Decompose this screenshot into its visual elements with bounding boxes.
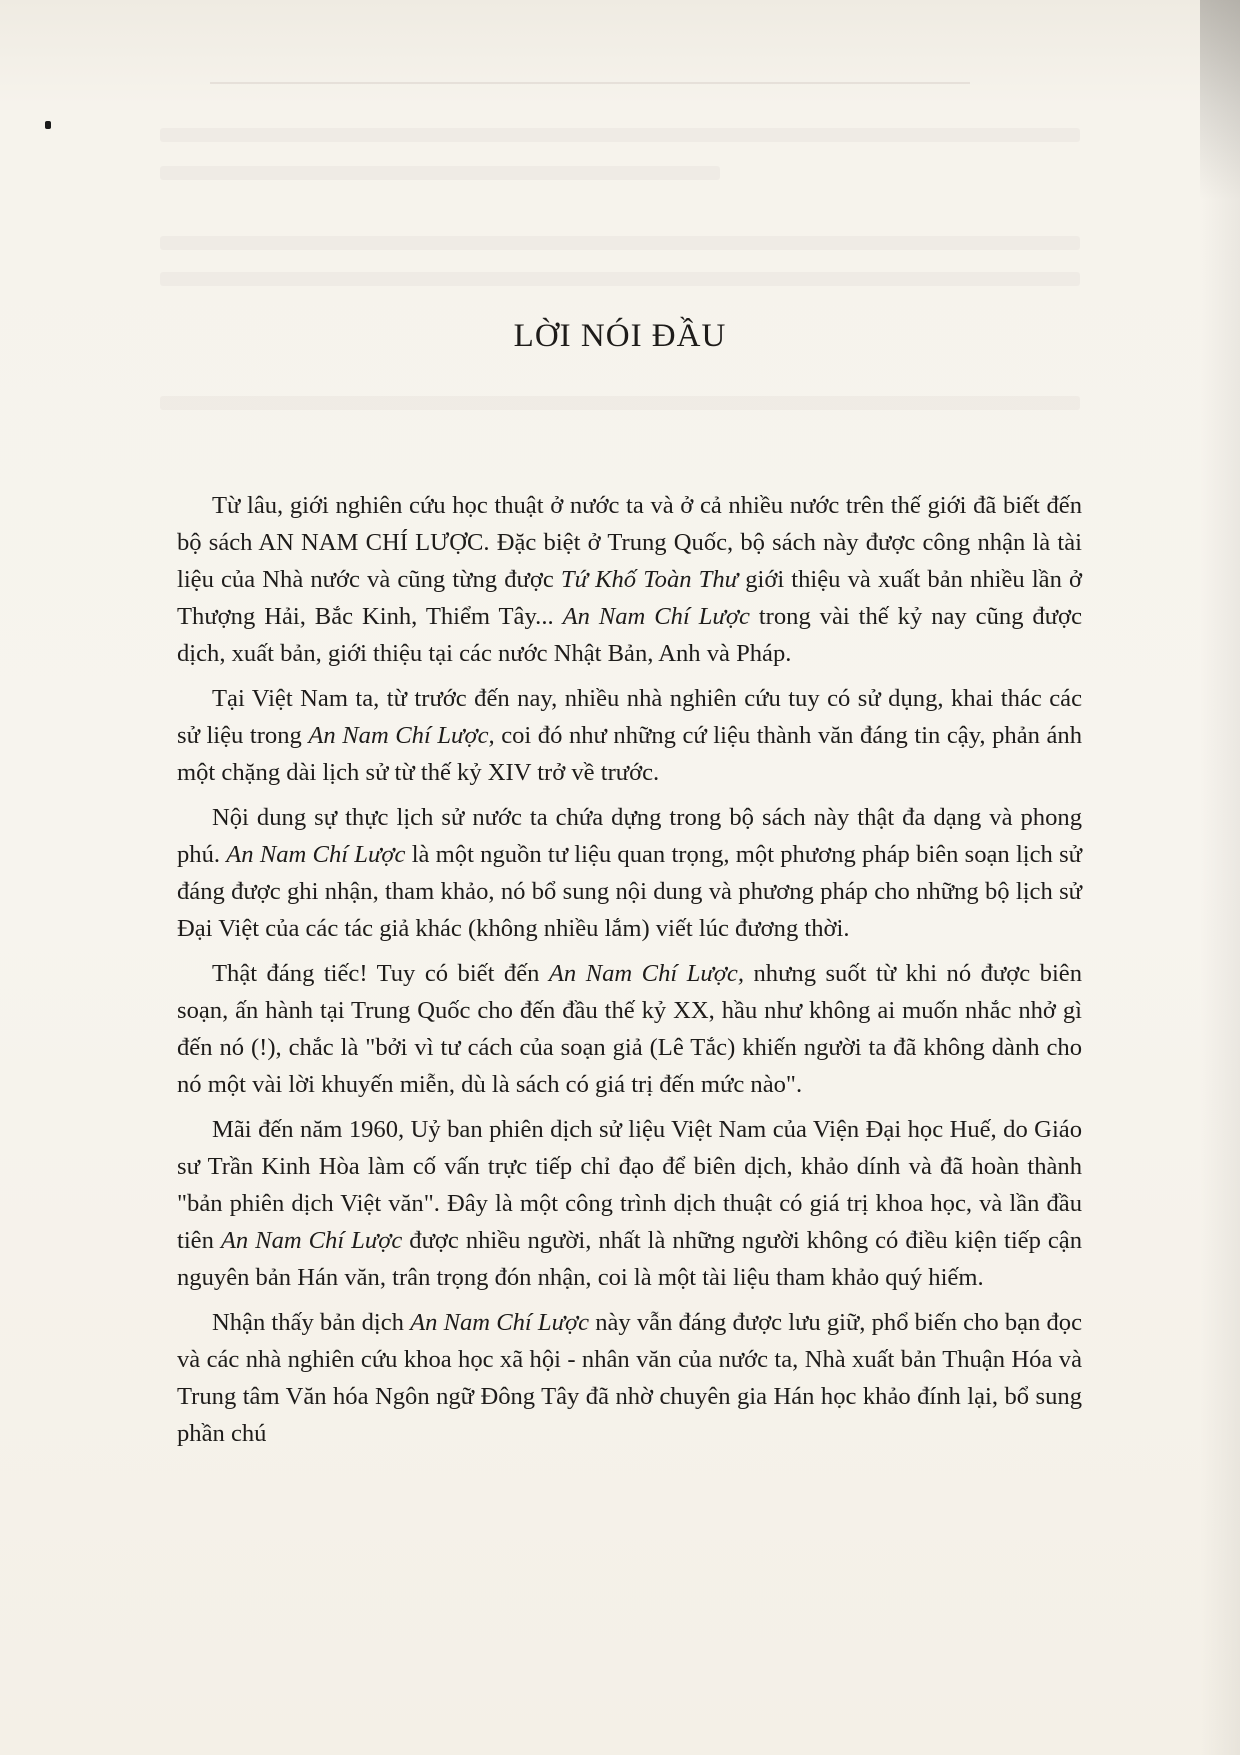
bleed-through-rule <box>210 82 970 84</box>
bleed-through-text <box>160 272 1080 286</box>
italic-title-text: An Nam Chí Lược <box>410 1309 590 1336</box>
bleed-through-text <box>160 128 1080 142</box>
italic-title-text: Tứ Khố Toàn Thư <box>560 566 739 593</box>
italic-title-text: An Nam Chí Lược <box>220 1227 403 1254</box>
paragraph-text: giới thiệu và xuất bản nhiều lần ở Thượng Hải, Bắc Kinh, Thiểm Tây... <box>177 566 1083 630</box>
paragraph-text: trong vài thế kỷ nay cũng được dịch, xuất bản, giới thiệu tại các nước Nhật Bản, Anh và Pháp. <box>177 603 1082 667</box>
paragraph-text: Tại Việt Nam ta, từ trước đến nay, nhiều nhà nghiên cứu tuy có sử dụng, khai thác các sử liệu trong <box>177 685 1082 749</box>
paragraph-text: nhưng suốt từ khi nó được biên soạn, ấn hành tại Trung Quốc cho đến đầu thế kỷ XX, hầu như không ai muốn nhắc nhở gì đến nó (!), chắc là "bởi vì tư cách của soạn giả (Lê Tắc) khiến người ta đã không dành cho nó một vài lời khuyến miễn, dù là sách có giá trị đến mức nào". <box>177 960 1082 1098</box>
paragraph <box>177 799 1082 947</box>
bleed-through-text <box>160 236 1080 250</box>
bleed-through-text <box>160 166 720 180</box>
page-edge-shadow <box>1200 0 1240 1755</box>
paragraph <box>177 1304 1082 1452</box>
body-text <box>177 487 1082 1460</box>
italic-title-text: An Nam Chí Lược <box>226 841 406 868</box>
paragraph-text: Từ lâu, giới nghiên cứu học thuật ở nước ta và ở cả nhiều nước trên thế giới đã biết đến bộ sách AN NAM CHÍ LƯỢC. Đặc biệt ở Trung Quốc, bộ sách này được công nhận là tài liệu của Nhà nước và cũng từng được <box>177 492 1082 593</box>
paragraph <box>177 955 1082 1103</box>
paragraph-text: Nhận thấy bản dịch <box>212 1309 411 1336</box>
italic-title-text: An Nam Chí Lược <box>562 603 750 630</box>
paragraph <box>177 1111 1082 1296</box>
ink-speck <box>45 121 51 129</box>
paragraph <box>177 680 1082 791</box>
paragraph-text: Nội dung sự thực lịch sử nước ta chứa dựng trong bộ sách này thật đa dạng và phong phú. <box>177 804 1082 868</box>
paragraph-text: coi đó như những cứ liệu thành văn đáng tin cậy, phản ánh một chặng dài lịch sử từ thế kỷ XIV trở về trước. <box>177 722 1082 786</box>
italic-title-text: An Nam Chí Lược, <box>308 722 495 749</box>
page-corner-shadow <box>1200 0 1240 200</box>
paragraph-text: là một nguồn tư liệu quan trọng, một phương pháp biên soạn lịch sử đáng được ghi nhận, tham khảo, nó bổ sung nội dung và phương pháp cho những bộ lịch sử Đại Việt của các tác giả khác (không nhiều lắm) viết lúc đương thời. <box>177 841 1082 942</box>
paragraph-text: Thật đáng tiếc! Tuy có biết đến <box>212 960 549 987</box>
paragraph-text: Mãi đến năm 1960, Uỷ ban phiên dịch sử liệu Việt Nam của Viện Đại học Huế, do Giáo sư Trần Kinh Hòa làm cố vấn trực tiếp chỉ đạo để biên dịch, khảo dính và đã hoàn thành "bản phiên dịch Việt văn". Đây là một công trình dịch thuật có giá trị khoa học, và lần đầu tiên <box>177 1116 1082 1254</box>
paragraph-text: này vẫn đáng được lưu giữ, phổ biến cho bạn đọc và các nhà nghiên cứu khoa học xã hội - nhân văn của nước ta, Nhà xuất bản Thuận Hóa và Trung tâm Văn hóa Ngôn ngữ Đông Tây đã nhờ chuyên gia Hán học khảo đính lại, bổ sung phần chú <box>177 1309 1082 1447</box>
bleed-through-text <box>160 396 1080 410</box>
paragraph <box>177 487 1082 672</box>
paragraph-text: được nhiều người, nhất là những người không có điều kiện tiếp cận nguyên bản Hán văn, trân trọng đón nhận, coi là một tài liệu tham khảo quý hiếm. <box>177 1227 1082 1291</box>
italic-title-text: An Nam Chí Lược, <box>548 960 744 987</box>
page-title: LỜI NÓI ĐẦU <box>513 318 727 354</box>
